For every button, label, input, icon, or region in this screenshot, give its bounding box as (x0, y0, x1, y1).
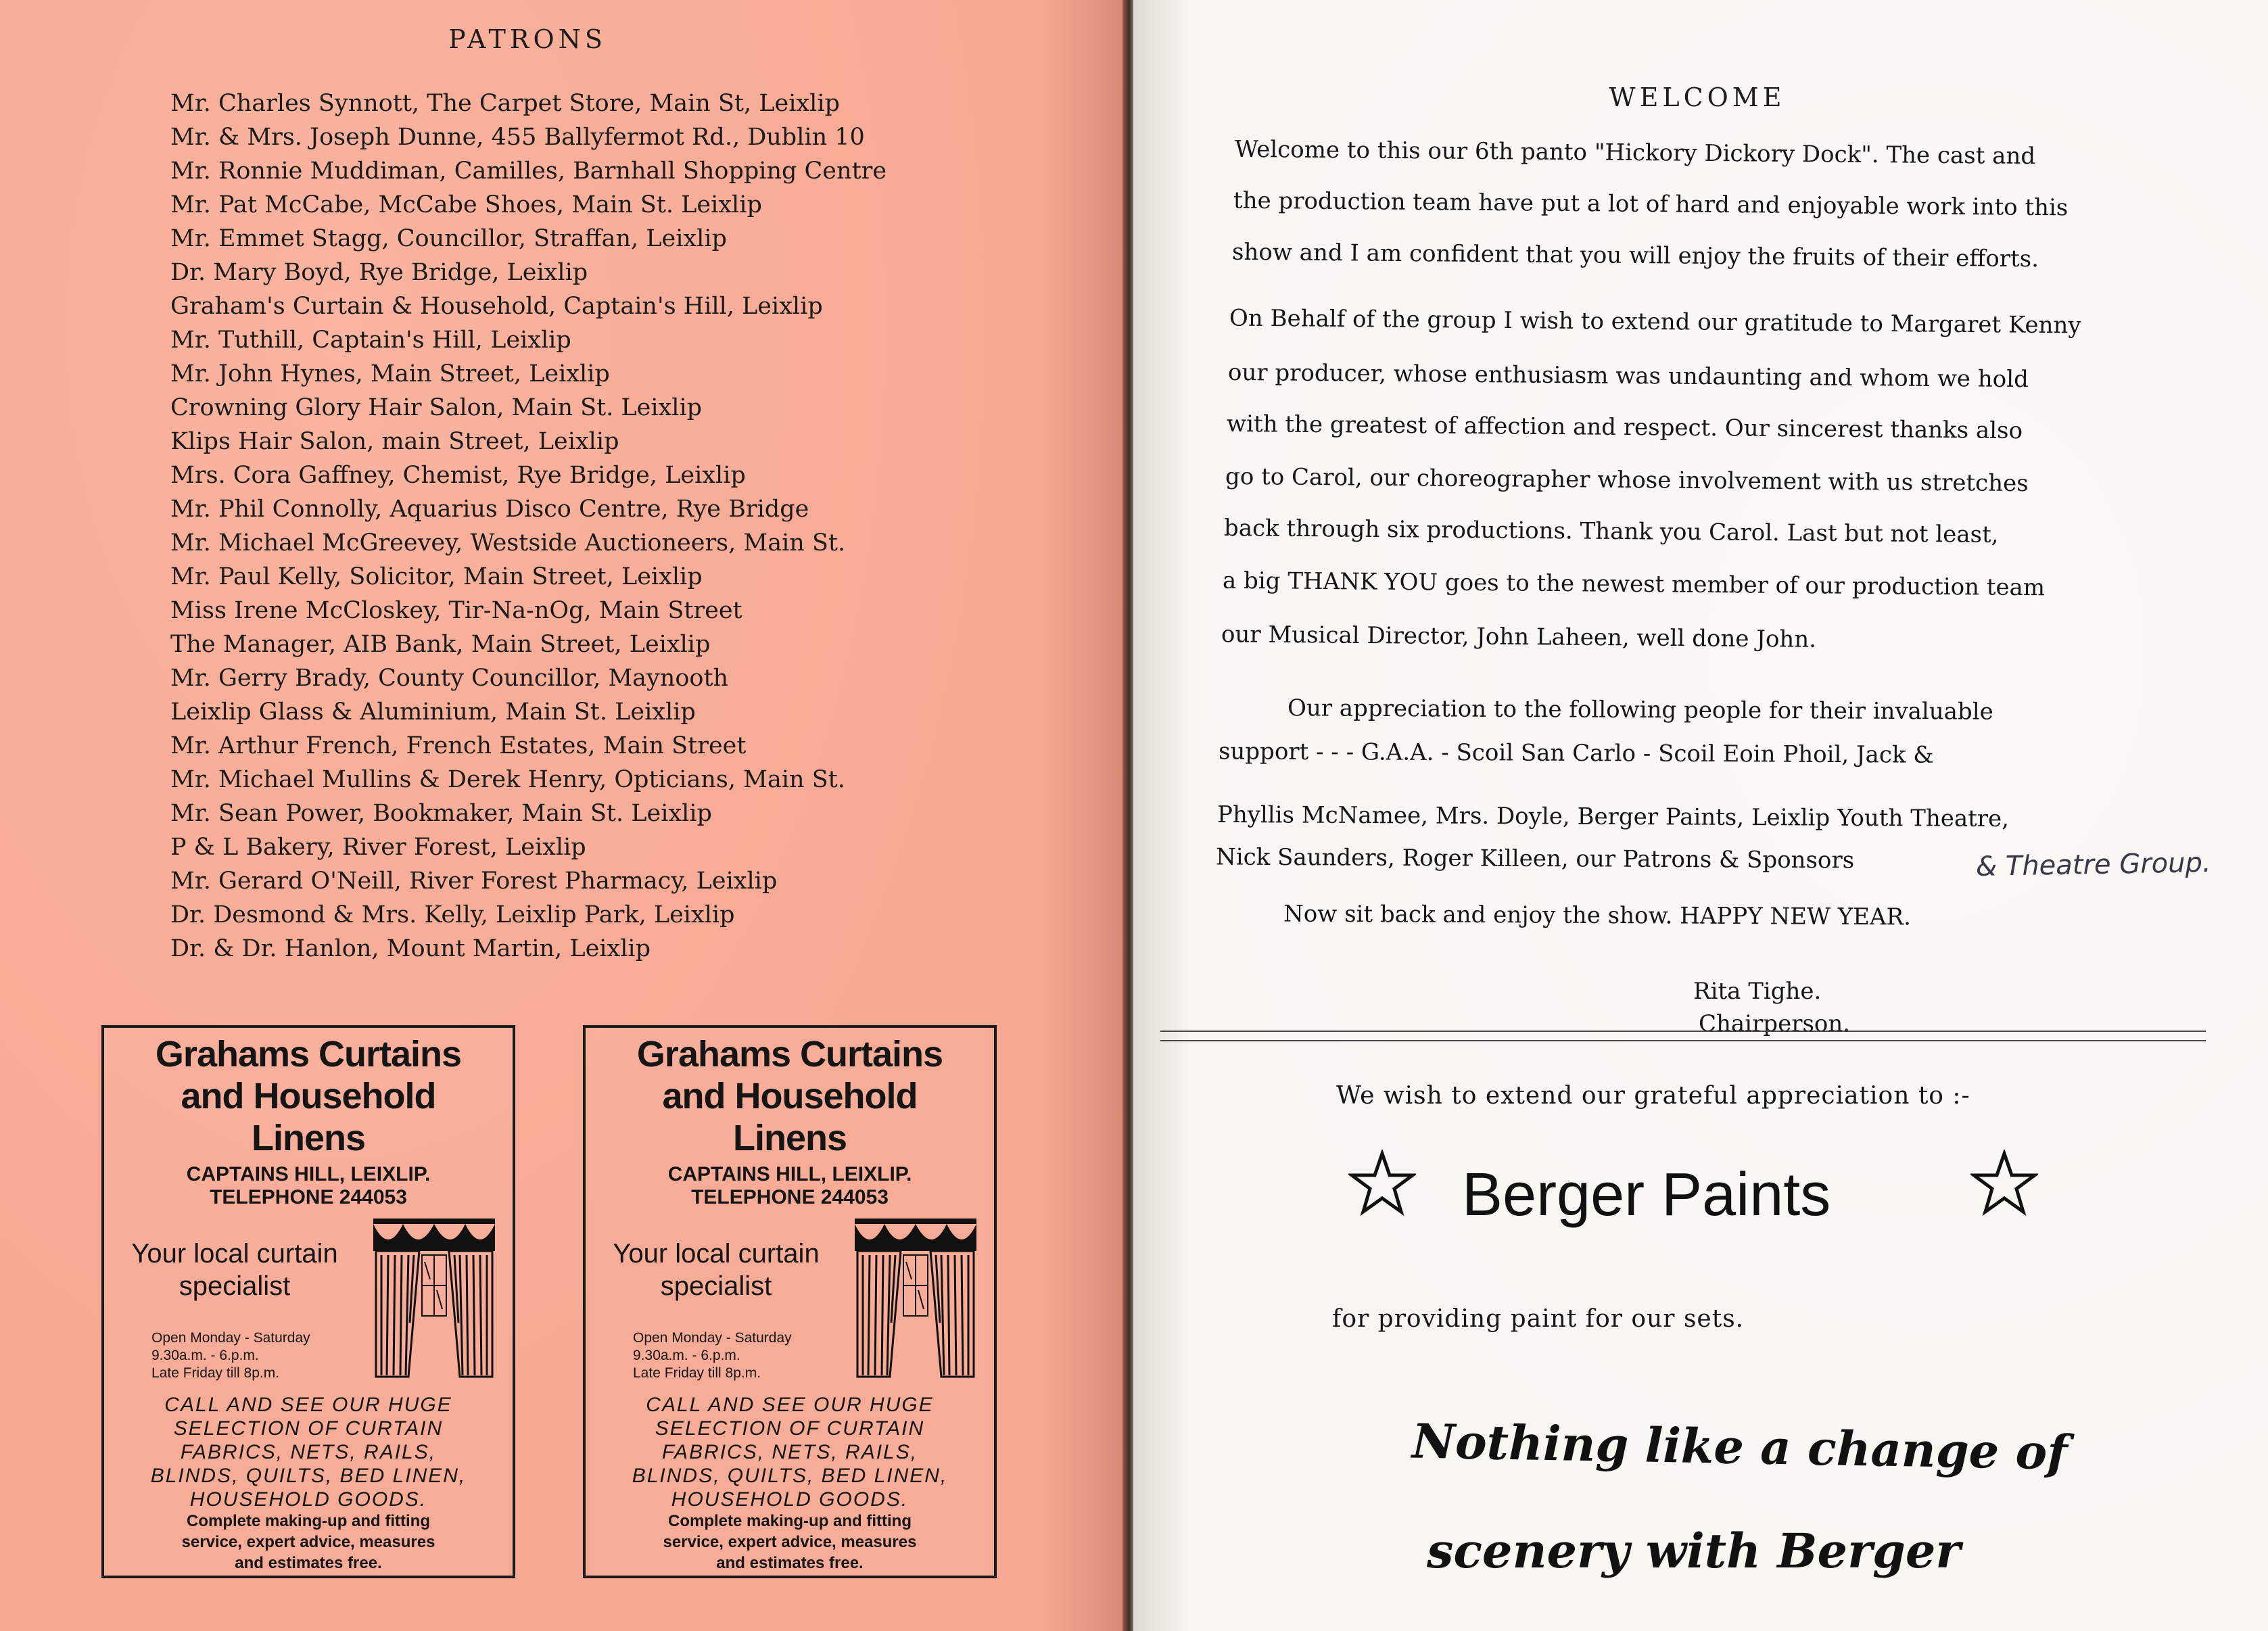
welcome-text-line: our Musical Director, John Laheen, well done John. (1221, 621, 1817, 653)
advert-tagline (605, 1237, 828, 1302)
signature-name: Rita Tighe. (1693, 978, 1822, 1005)
patron-entry: Mr. Pat McCabe, McCabe Shoes, Main St. Leixlip (170, 191, 762, 218)
advert-hours-line: Open Monday - Saturday (633, 1330, 792, 1346)
patron-entry: Dr. Desmond & Mrs. Kelly, Leixlip Park, Leixlip (170, 901, 735, 928)
advert-selection-line: CALL AND SEE OUR HUGE (164, 1394, 452, 1416)
advert-telephone: TELEPHONE 244053 (691, 1186, 889, 1208)
advert-title (104, 1033, 513, 1159)
advert-selection-line: HOUSEHOLD GOODS. (189, 1488, 427, 1511)
appreciation-line: We wish to extend our grateful appreciation to :- (1336, 1082, 1970, 1110)
advert-selection-line: FABRICS, NETS, RAILS, (180, 1441, 437, 1463)
advert-hours-line: Late Friday till 8p.m. (151, 1365, 280, 1381)
patron-entry: Mr. Ronnie Muddiman, Camilles, Barnhall Shopping Centre (170, 158, 887, 185)
patron-entry: Dr. & Dr. Hanlon, Mount Martin, Leixlip (170, 935, 651, 962)
welcome-text-line: support - - - G.A.A. - Scoil San Carlo - Scoil Eoin Phoil, Jack & (1218, 738, 1934, 769)
welcome-text-line: show and I am confident that you will enjoy the fruits of their efforts. (1231, 238, 2039, 273)
advert-hours-line: Late Friday till 8p.m. (633, 1365, 761, 1381)
patron-entry: Mr. Paul Kelly, Solicitor, Main Street, Leixlip (170, 563, 703, 590)
advert-title-line: Linens (732, 1118, 847, 1158)
advert-selection-text (586, 1393, 994, 1511)
patron-entry: Klips Hair Salon, main Street, Leixlip (170, 428, 619, 455)
advert-selection-line: SELECTION OF CURTAIN (173, 1417, 444, 1440)
welcome-text-line: On Behalf of the group I wish to extend our gratitude to Margaret Kenny (1229, 304, 2081, 339)
advert-hours-line: 9.30a.m. - 6.p.m. (151, 1348, 259, 1363)
advert-selection-line: BLINDS, QUILTS, BED LINEN, (150, 1465, 467, 1487)
grahams-curtains-advert (101, 1025, 515, 1578)
welcome-text-line: Our appreciation to the following people for their invaluable (1287, 694, 1993, 726)
advert-service-line: and estimates free. (716, 1554, 864, 1572)
patron-entry: Mr. Tuthill, Captain's Hill, Leixlip (170, 327, 571, 354)
patron-entry: Mrs. Cora Gaffney, Chemist, Rye Bridge, Leixlip (170, 462, 746, 489)
advert-title-line: Grahams Curtains (636, 1034, 943, 1074)
handwritten-annotation: & Theatre Group. (1975, 847, 2212, 883)
welcome-text-line: Nick Saunders, Roger Killeen, our Patrons & Sponsors (1215, 843, 1855, 874)
welcome-text-line: our producer, whose enthusiasm was undaunting and whom we hold (1227, 358, 2029, 394)
patron-entry: Dr. Mary Boyd, Rye Bridge, Leixlip (170, 259, 588, 286)
advert-opening-hours (151, 1329, 375, 1382)
advert-opening-hours (633, 1329, 856, 1382)
welcome-text-line: back through six productions. Thank you Carol. Last but not least, (1223, 515, 1999, 548)
patron-entry: Mr. Sean Power, Bookmaker, Main St. Leixlip (170, 800, 712, 827)
advert-service-text (104, 1511, 513, 1574)
patron-entry: Mr. Charles Synnott, The Carpet Store, Main St, Leixlip (170, 90, 840, 117)
sponsor-name: Berger Paints (1462, 1161, 1831, 1229)
star-outline-icon (1970, 1150, 2038, 1217)
patron-entry: The Manager, AIB Bank, Main Street, Leixlip (170, 631, 711, 658)
patron-entry: Mr. Phil Connolly, Aquarius Disco Centre, Rye Bridge (170, 496, 809, 523)
advert-address (586, 1163, 994, 1209)
advert-title-line: and Household (662, 1076, 918, 1116)
patrons-heading: PATRONS (448, 24, 607, 54)
advert-tagline-line: specialist (179, 1271, 291, 1301)
patron-entry: Mr. Emmet Stagg, Councillor, Straffan, Leixlip (170, 225, 727, 252)
welcome-heading: WELCOME (1609, 82, 1786, 112)
advert-telephone: TELEPHONE 244053 (210, 1186, 407, 1208)
welcome-text-line: Welcome to this our 6th panto "Hickory Dickory Dock". The cast and (1234, 135, 2036, 170)
curtain-illustration-icon (849, 1214, 982, 1384)
welcome-text-line: with the greatest of affection and respect. Our sincerest thanks also (1226, 410, 2023, 445)
section-divider (1160, 1031, 2206, 1041)
patron-entry: Mr. Arthur French, French Estates, Main Street (170, 732, 747, 759)
welcome-text-line: the production team have put a lot of hard and enjoyable work into this (1233, 187, 2069, 222)
patron-entry: Mr. Gerard O'Neill, River Forest Pharmacy, Leixlip (170, 868, 778, 895)
welcome-text-line: Now sit back and enjoy the show. HAPPY NEW YEAR. (1283, 900, 1912, 931)
advert-service-line: service, expert advice, measures (181, 1533, 435, 1551)
advert-tagline-line: Your local curtain (613, 1239, 820, 1269)
patron-entry: Mr. Michael Mullins & Derek Henry, Opticians, Main St. (170, 766, 845, 793)
advert-title-line: Linens (251, 1118, 366, 1158)
patron-entry: Graham's Curtain & Household, Captain's Hill, Leixlip (170, 293, 823, 320)
advert-tagline (123, 1237, 346, 1302)
patron-entry: Mr. Gerry Brady, County Councillor, Maynooth (170, 665, 729, 692)
providing-line: for providing paint for our sets. (1332, 1305, 1745, 1333)
patron-entry: Leixlip Glass & Aluminium, Main St. Leixlip (170, 699, 696, 726)
advert-address-line: CAPTAINS HILL, LEIXLIP. (186, 1163, 431, 1185)
patron-entry: Mr. John Hynes, Main Street, Leixlip (170, 360, 610, 387)
advert-address-line: CAPTAINS HILL, LEIXLIP. (667, 1163, 912, 1185)
advert-service-line: Complete making-up and fitting (187, 1512, 430, 1530)
advert-title-line: Grahams Curtains (155, 1034, 462, 1074)
advert-tagline-line: Your local curtain (131, 1239, 338, 1269)
patron-entry: Mr. & Mrs. Joseph Dunne, 455 Ballyfermot Rd., Dublin 10 (170, 124, 865, 151)
advert-selection-line: HOUSEHOLD GOODS. (671, 1488, 909, 1511)
welcome-text-line: Phyllis McNamee, Mrs. Doyle, Berger Paints, Leixlip Youth Theatre, (1216, 801, 2010, 833)
advert-address (104, 1163, 513, 1209)
advert-selection-line: FABRICS, NETS, RAILS, (661, 1441, 918, 1463)
advert-tagline-line: specialist (660, 1271, 772, 1301)
advert-selection-line: SELECTION OF CURTAIN (655, 1417, 925, 1440)
patrons-list (170, 87, 1049, 966)
advert-service-line: service, expert advice, measures (663, 1533, 917, 1551)
patron-entry: Mr. Michael McGreevey, Westside Auctioneers, Main St. (170, 529, 846, 557)
patron-entry: Crowning Glory Hair Salon, Main St. Leixlip (170, 394, 703, 421)
advert-selection-text (104, 1393, 513, 1511)
grahams-curtains-advert (583, 1025, 997, 1578)
welcome-text-line: a big THANK YOU goes to the newest member of our production team (1222, 567, 2046, 602)
advert-hours-line: Open Monday - Saturday (151, 1330, 310, 1346)
advert-title-line: and Household (181, 1076, 436, 1116)
star-outline-icon (1348, 1150, 1416, 1217)
advert-title (586, 1033, 994, 1159)
advert-service-text (586, 1511, 994, 1574)
advert-hours-line: 9.30a.m. - 6.p.m. (633, 1348, 740, 1363)
advert-selection-line: CALL AND SEE OUR HUGE (646, 1394, 934, 1416)
welcome-text-line: go to Carol, our choreographer whose involvement with us stretches (1225, 463, 2029, 498)
advert-service-line: Complete making-up and fitting (668, 1512, 912, 1530)
patron-entry: Miss Irene McCloskey, Tir-Na-nOg, Main Street (170, 597, 742, 624)
advert-service-line: and estimates free. (235, 1554, 382, 1572)
advert-selection-line: BLINDS, QUILTS, BED LINEN, (632, 1465, 948, 1487)
curtain-illustration-icon (368, 1214, 500, 1384)
signature-title: Chairperson. (1699, 1010, 1851, 1037)
patrons-page (0, 0, 1128, 1631)
patron-entry: P & L Bakery, River Forest, Leixlip (170, 834, 586, 861)
berger-slogan-line: Nothing like a change of (1411, 1413, 2069, 1481)
berger-slogan-line: scenery with Berger (1427, 1523, 1961, 1579)
